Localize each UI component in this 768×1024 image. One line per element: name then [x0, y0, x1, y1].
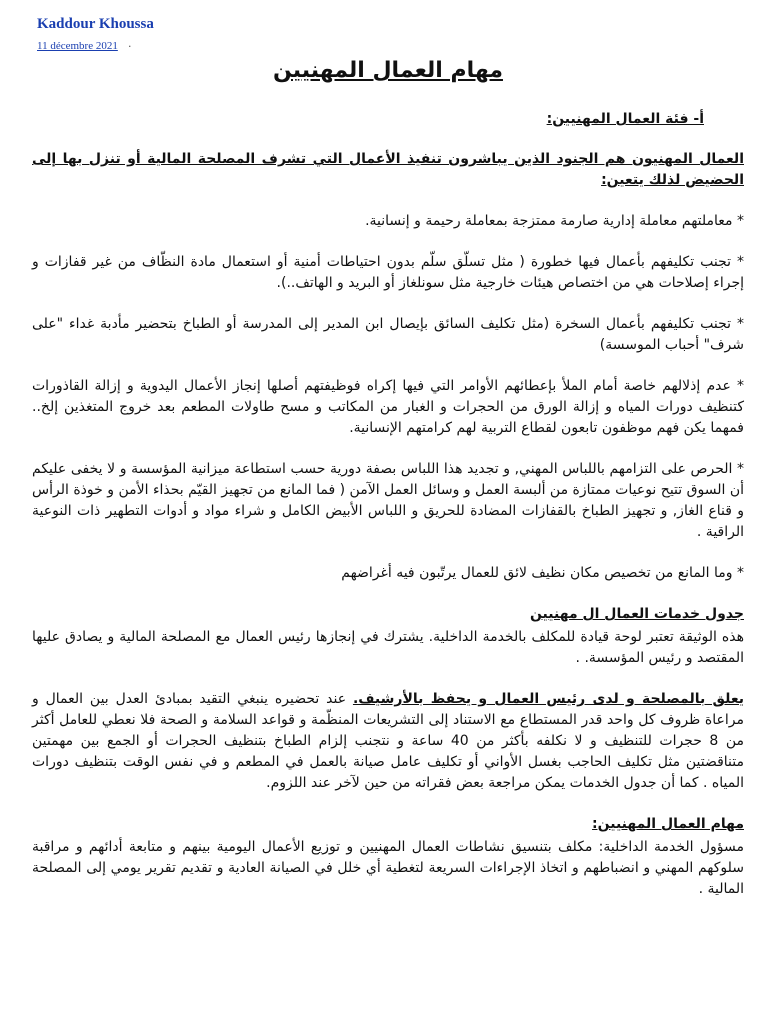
- schedule-section: [32, 604, 744, 669]
- page-title: مهام العمال المهنيين: [273, 58, 503, 83]
- paragraph-uniform: * الحرص على التزامهم باللباس المهني, و تجديد هذا اللباس بصفة دورية حسب استطاعة ميزانية المؤسسة و لا يخفى عليكم أن السوق تتيح نوعيات ممتازة من ألبسة العمل و وسائل العمل الآمن ( فما المانع من تجهيز القيّم بحذاء الأمن و خوذة الرأس و قناع الغاز, و تجهيز الطباخ بالقفازات المضادة للحريق و اللباس الأبيض الكامل و شراء مواد و أدوات التطهير ذات النوعية الراقية .: [32, 461, 744, 540]
- hang-text: عند تحضيره ينبغي التقيد بمبادئ العدل بين العمال و مراعاة ظروف كل واحد قدر المستطاع مع الاستناد إلى التشريعات المنظّمة و قواعد السلامة و الصحة فلا نعطي للعامل أكثر من 8 حجرات للتنظيف و لا نكلفه بأكثر من 40 ساعة و نتجنب إلزام الطباخ بتنظيف الحجرات أو الجمع بين مهمتين متناقضتين مثل تكليف الحاجب بغسل الأواني أو تكليف عامل صيانة بالعمل في المطعم و في نفس الوقت بتنظيف دورات المياه . كما أن جدول الخدمات يمكن مراجعة بعض فقراته من حين لآخر عند اللزوم.: [32, 691, 744, 791]
- paragraph-treatment: * معاملتهم معاملة إدارية صارمة ممتزجة بمعاملة رحيمة و إنسانية.: [365, 213, 744, 229]
- intro-paragraph: العمال المهنيون هم الجنود الذين يباشرون تنفيذ الأعمال التي تشرف المصلحة المالية أو تنزل بها إلى الحضيض لذلك يتعين:: [32, 151, 744, 188]
- document-body: [32, 58, 744, 920]
- paragraph-danger: * تجنب تكليفهم بأعمال فيها خطورة ( مثل تسلّق سلّم بدون احتياطات أمنية أو استعمال مادة النظّاف من غير قفازات و إجراء إصلاحات هي من اختصاص هيئات خارجية مثل سونلغاز أو البريد و الهاتف..).: [32, 254, 744, 291]
- schedule-text: هذه الوثيقة تعتبر لوحة قيادة للمكلف بالخدمة الداخلية. يشترك في إنجازها رئيس العمال مع المصلحة المالية و يصادق عليها المقتصد و رئيس المؤسسة. .: [32, 629, 744, 666]
- schedule-heading: جدول خدمات العمال ال مهنيين: [529, 606, 744, 622]
- tasks-section: [32, 814, 744, 900]
- category-heading: أ- فئة العمال المهنيين:: [546, 111, 704, 127]
- paragraph-chores: * تجنب تكليفهم بأعمال السخرة (مثل تكليف السائق بإيصال ابن المدير إلى المدرسة أو الطباخ بتحضير مأدبة غداء "على شرف" أحباب الموسسة): [32, 316, 744, 353]
- tasks-text: مسؤول الخدمة الداخلية: مكلف بتنسيق نشاطات العمال المهنيين و توزيع الأعمال اليومية بينهم و متابعة أدائهم و مراقبة سلوكهم المهني و انضباطهم و اتخاذ الإجراءات السريعة لتغطية أي خلل في الصيانة العادية و تقديم تقرير يومي إلى المصلحة المالية .: [32, 839, 744, 897]
- paragraph-storage: * وما المانع من تخصيص مكان نظيف لائق للعمال يرتّبون فيه أغراضهم: [341, 565, 744, 581]
- hang-heading: يعلق بالمصلحة و لدى رئيس العمال و يحفظ بالأرشيف.: [352, 691, 744, 707]
- publish-date[interactable]: 11 décembre 2021: [37, 40, 118, 52]
- author-name[interactable]: Kaddour Khoussa: [37, 16, 154, 32]
- paragraph-dignity: * عدم إذلالهم خاصة أمام الملأ بإعطائهم الأوامر التي فيها إكراه فوظيفتهم أصلها إنجاز الأعمال اليدوية و إزالة القاذورات كتنظيف دورات المياه و إزالة الورق من الحجرات و الغبار من المكاتب و مسح طاولات المطعم بعد خروج المتغذين إلخ.. فمهما يكن فهم موظفون تابعون لقطاع التربية لهم كرامتهم الإنسانية.: [32, 378, 744, 436]
- separator-dot: ·: [128, 40, 132, 53]
- hang-paragraph: [32, 689, 744, 794]
- tasks-heading: مهام العمال المهنيين:: [592, 816, 744, 832]
